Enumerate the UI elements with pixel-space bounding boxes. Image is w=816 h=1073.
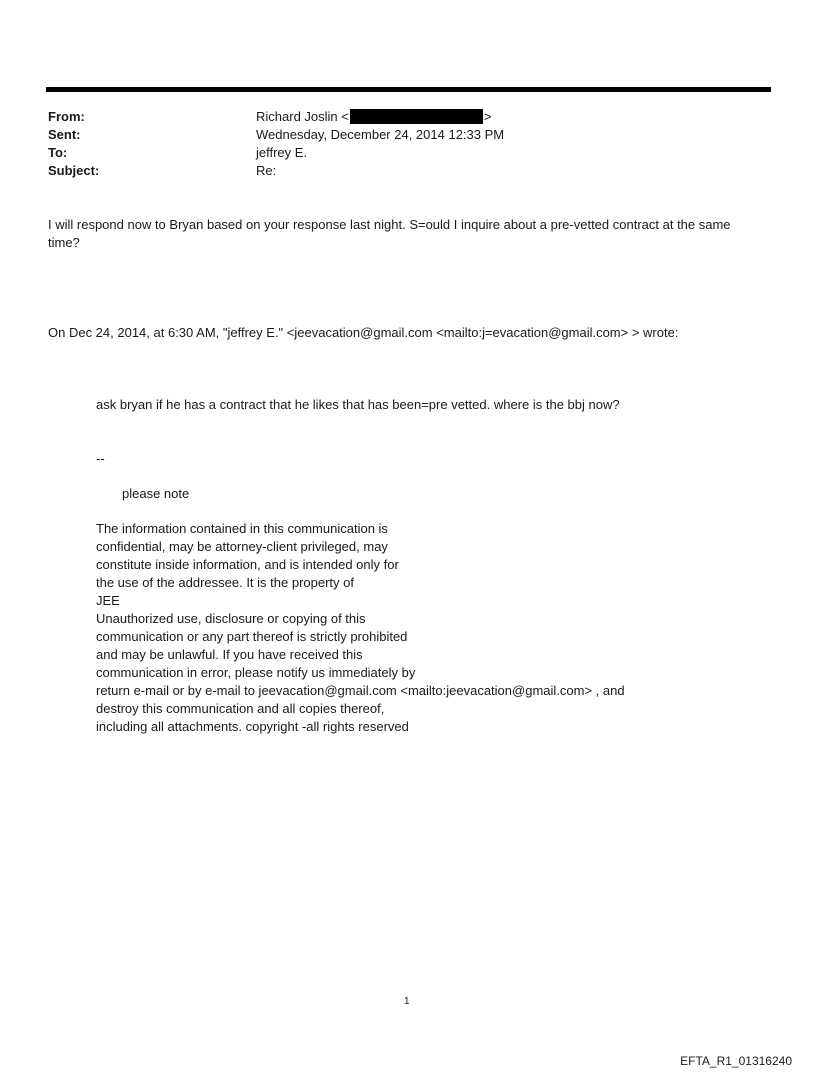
to-label: To: — [48, 145, 68, 160]
disclaimer-block — [96, 520, 625, 736]
to-row — [48, 144, 648, 162]
page-number: 1 — [404, 996, 410, 1007]
header-divider — [46, 87, 771, 92]
subject-value: Re: — [256, 163, 277, 178]
reply-line-2: time? — [48, 235, 80, 250]
from-value — [256, 108, 491, 126]
please-note: please note — [122, 486, 190, 501]
to-value: jeffrey E. — [256, 145, 308, 160]
disclaimer-line: destroy this communication and all copies thereof, — [96, 701, 385, 716]
disclaimer-line: confidential, may be attorney-client privileged, may — [96, 539, 388, 554]
sent-label: Sent: — [48, 127, 81, 142]
disclaimer-line: constitute inside information, and is intended only for — [96, 557, 399, 572]
bates-number: EFTA_R1_01316240 — [680, 1054, 792, 1068]
sent-value: Wednesday, December 24, 2014 12:33 PM — [256, 127, 505, 142]
from-name: Richard Joslin < — [256, 109, 349, 124]
quote-intro: On Dec 24, 2014, at 6:30 AM, "jeffrey E." <jeevacation@gmail.com <mailto:j=evacation@gmail.com> > wrote: — [48, 325, 679, 340]
disclaimer-line: The information contained in this communication is — [96, 521, 388, 536]
from-close: > — [483, 109, 492, 124]
redaction-bar — [350, 109, 483, 124]
disclaimer-line: communication or any part thereof is strictly prohibited — [96, 629, 408, 644]
disclaimer-line: JEE — [96, 593, 120, 608]
disclaimer-line: Unauthorized use, disclosure or copying of this — [96, 611, 366, 626]
disclaimer-line: the use of the addressee. It is the property of — [96, 575, 354, 590]
disclaimer-line: including all attachments. copyright -all rights reserved — [96, 719, 409, 734]
subject-row — [48, 162, 648, 180]
reply-line-1: I will respond now to Bryan based on your response last night. S=ould I inquire about a pre-vetted contract at the same — [48, 217, 731, 232]
quoted-message: ask bryan if he has a contract that he likes that has been=pre vetted. where is the bbj now? — [96, 397, 620, 412]
from-label: From: — [48, 109, 85, 124]
sent-row — [48, 126, 648, 144]
disclaimer-line: and may be unlawful. If you have received this — [96, 647, 363, 662]
subject-label: Subject: — [48, 163, 100, 178]
disclaimer-line: return e-mail or by e-mail to jeevacation@gmail.com <mailto:jeevacation@gmail.com> , and — [96, 683, 625, 698]
disclaimer-line: communication in error, please notify us immediately by — [96, 665, 416, 680]
signature-dashes: -- — [96, 451, 105, 466]
from-row — [48, 108, 648, 126]
